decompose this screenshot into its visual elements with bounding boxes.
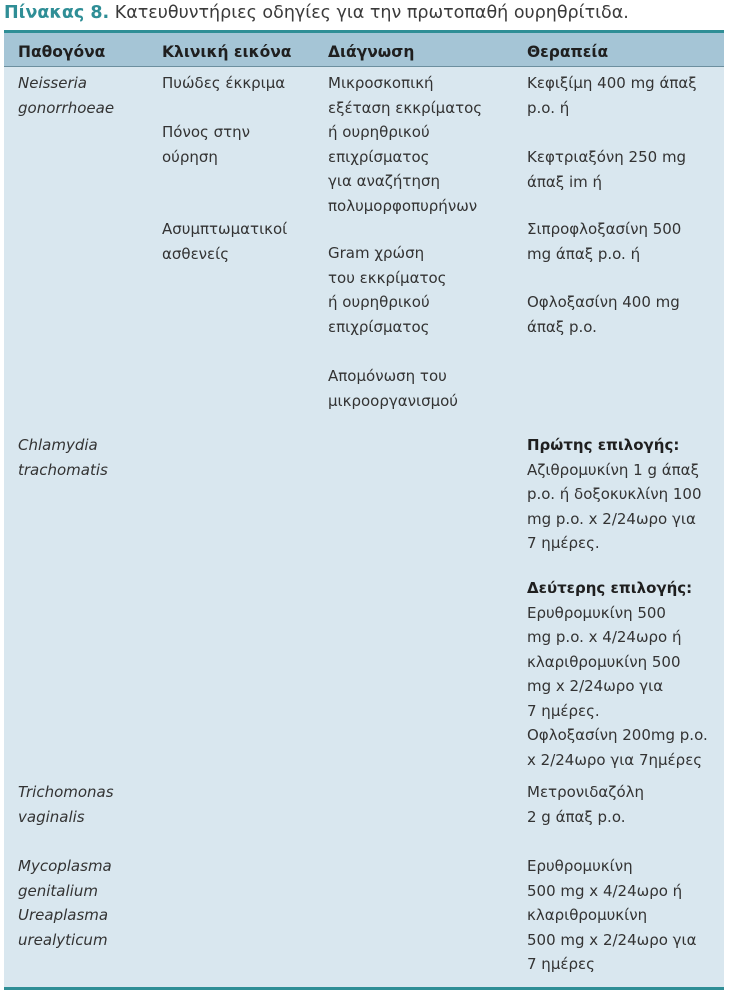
diagnosis-microscopy: Μικροσκοπική εξέταση εκκρίματος ή ουρηθρικού επιχρίσματος για αναζήτηση πολυμορφοπυρήνων [328, 74, 483, 215]
table-caption-label: Πίνακας 8. [4, 3, 110, 23]
urethritis-guidelines-table [4, 30, 724, 990]
therapy-ofloxacin: Οφλοξασίνη 400 mg άπαξ p.o. [527, 293, 680, 336]
table-caption-title: Κατευθυντήριες οδηγίες για την πρωτοπαθή ουρηθρίτιδα. [114, 3, 629, 23]
header-pathogens: Παθογόνα [18, 43, 106, 61]
pathogen-chlamydia: Chlamydia trachomatis [18, 436, 108, 479]
pathogen-trichomonas: Trichomonas vaginalis [18, 783, 114, 826]
therapy-ciprofloxacin: Σιπροφλοξασίνη 500 mg άπαξ p.o. ή [527, 220, 682, 263]
therapy-metronidazole: Μετρονιδαζόλη 2 g άπαξ p.o. [527, 783, 645, 826]
first-line-label: Πρώτης επιλογής: [527, 436, 680, 454]
pathogen-mycoplasma-ureaplasma: Mycoplasma genitalium Ureaplasma urealyticum [18, 857, 112, 949]
diagnosis-isolation: Απομόνωση του μικροοργανισμού [328, 367, 458, 410]
therapy-chlamydia-second-line: Δεύτερης επιλογής: Ερυθρομυκίνη 500 mg p.o. x 4/24ωρο ή κλαριθρομυκίνη 500 mg x 2/24ωρο για 7 ημέρες. Οφλοξασίνη 200mg p.o. x 2/24ωρο για 7ημέρες [527, 576, 723, 772]
clinical-asymptomatic: Ασυμπτωματικοί ασθενείς [162, 220, 288, 263]
header-rule [4, 66, 724, 67]
therapy-ceftriaxone: Κεφτριαξόνη 250 mg άπαξ im ή [527, 148, 687, 191]
header-clinical-picture: Κλινική εικόνα [162, 43, 292, 61]
pathogen-neisseria: Neisseria gonorrhoeae [18, 74, 115, 117]
clinical-dysuria: Πόνος στην ούρηση [162, 123, 251, 166]
header-diagnosis: Διάγνωση [328, 43, 415, 61]
second-line-label: Δεύτερης επιλογής: [527, 579, 693, 597]
table-caption [4, 2, 734, 24]
therapy-cefixime: Κεφιξίμη 400 mg άπαξ p.o. ή [527, 74, 697, 117]
therapy-chlamydia-first-line: Πρώτης επιλογής: Αζιθρομυκίνη 1 g άπαξ p.o. ή δοξοκυκλίνη 100 mg p.o. x 2/24ωρο για 7 ημέρες. [527, 433, 723, 556]
header-therapy: Θεραπεία [527, 43, 609, 61]
clinical-purulent-discharge: Πυώδες έκκριμα [162, 74, 286, 92]
diagnosis-gram-stain: Gram χρώση του εκκρίματος ή ουρηθρικού επιχρίσματος [328, 244, 447, 336]
therapy-erythromycin-clarithromycin: Ερυθρομυκίνη 500 mg x 4/24ωρο ή κλαριθρομυκίνη 500 mg x 2/24ωρο για 7 ημέρες [527, 857, 697, 973]
table-bottom-rule [4, 987, 724, 990]
table-header-row [4, 33, 724, 66]
